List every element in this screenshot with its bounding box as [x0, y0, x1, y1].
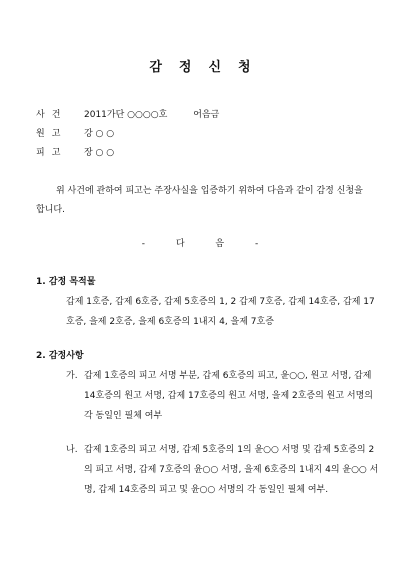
item-marker: 가. [66, 371, 78, 381]
intro-paragraph: 위 사건에 관하여 피고는 주장사실을 입증하기 위하여 다음과 같이 감정 신청을 합니다. [36, 186, 363, 215]
item-marker: 나. [66, 445, 78, 455]
section2-heading: 2. 감정사항 [36, 351, 84, 361]
item-text: 갑제 1호증의 피고 서명 부분, 갑제 6호증의 피고, 윤○○, 원고 서명, 갑제 14호증의 원고 서명, 갑제 17호증의 원고 서명, 을제 2호증의 원고 서명의 각 동일인 필체 여부 [84, 371, 374, 421]
case-row [36, 107, 219, 120]
defendant-label: 피고 [36, 148, 68, 158]
defendant-name: 장 ○ ○ [84, 148, 115, 158]
section2-item-ga [66, 366, 380, 426]
section2-item-na [66, 440, 380, 500]
item-text: 갑제 1호증의 피고 서명, 갑제 5호증의 1의 윤○○ 서명 및 갑제 5호증의 2의 피고 서명, 갑제 7호증의 윤○○ 서명, 을제 6호증의 1내지 4의 윤○○ 서명, 갑제 14호증의 피고 및 윤○○ 서명의 각 동일인 필체 여부. [84, 445, 379, 495]
case-type: 어음금 [193, 110, 220, 120]
da-eum-heading: - 다 음 - [141, 239, 259, 249]
plaintiff-label: 원고 [36, 129, 68, 139]
plaintiff-row [36, 126, 114, 139]
section1-heading: 1. 감정 목적물 [36, 277, 96, 287]
document-title: 감정신청 [149, 60, 268, 75]
case-number: 2011가단 ○○○○호 [84, 110, 168, 120]
section1-body: 갑제 1호증, 갑제 6호증, 갑제 5호증의 1, 2 갑제 7호증, 갑제 14호증, 갑제 17호증, 을제 2호증, 을제 6호증의 1내지 4, 을제 7호증 [66, 297, 375, 327]
plaintiff-name: 강 ○ ○ [84, 129, 115, 139]
defendant-row [36, 145, 114, 158]
case-label: 사건 [36, 110, 68, 120]
